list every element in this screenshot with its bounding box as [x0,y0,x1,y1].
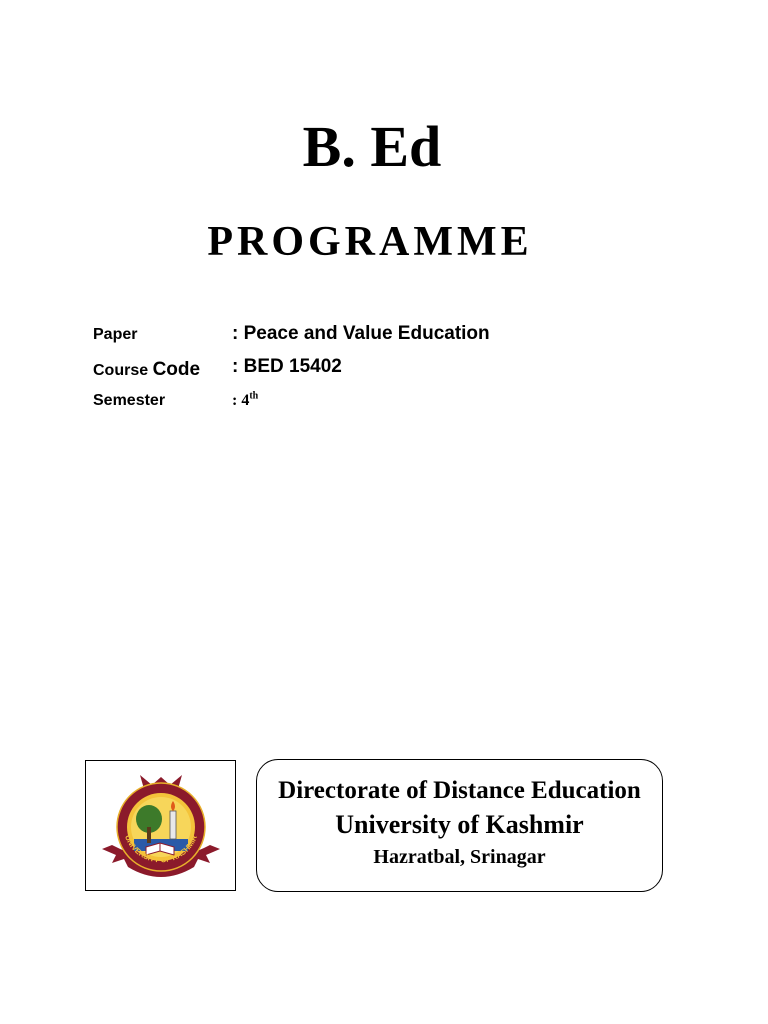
university-address: Hazratbal, Srinagar [373,846,546,868]
semester-value: : 4th [232,390,259,409]
semester-label: Semester [93,392,166,409]
directorate-box [256,759,663,892]
university-name: University of Kashmir [335,810,584,839]
paper-value: : Peace and Value Education [232,323,490,344]
course-code-label: Course Code [93,359,201,380]
page-title: B. Ed [302,114,442,179]
programme-heading: PROGRAMME [207,219,533,265]
course-code-value: : BED 15402 [232,356,342,377]
paper-label: Paper [93,326,138,343]
svg-text:UNIVERSITY OF KASHMIR: UNIVERSITY OF KASHMIR [123,833,199,865]
directorate-name: Directorate of Distance Education [278,777,641,804]
university-seal-icon [94,767,228,885]
university-logo [85,760,236,891]
